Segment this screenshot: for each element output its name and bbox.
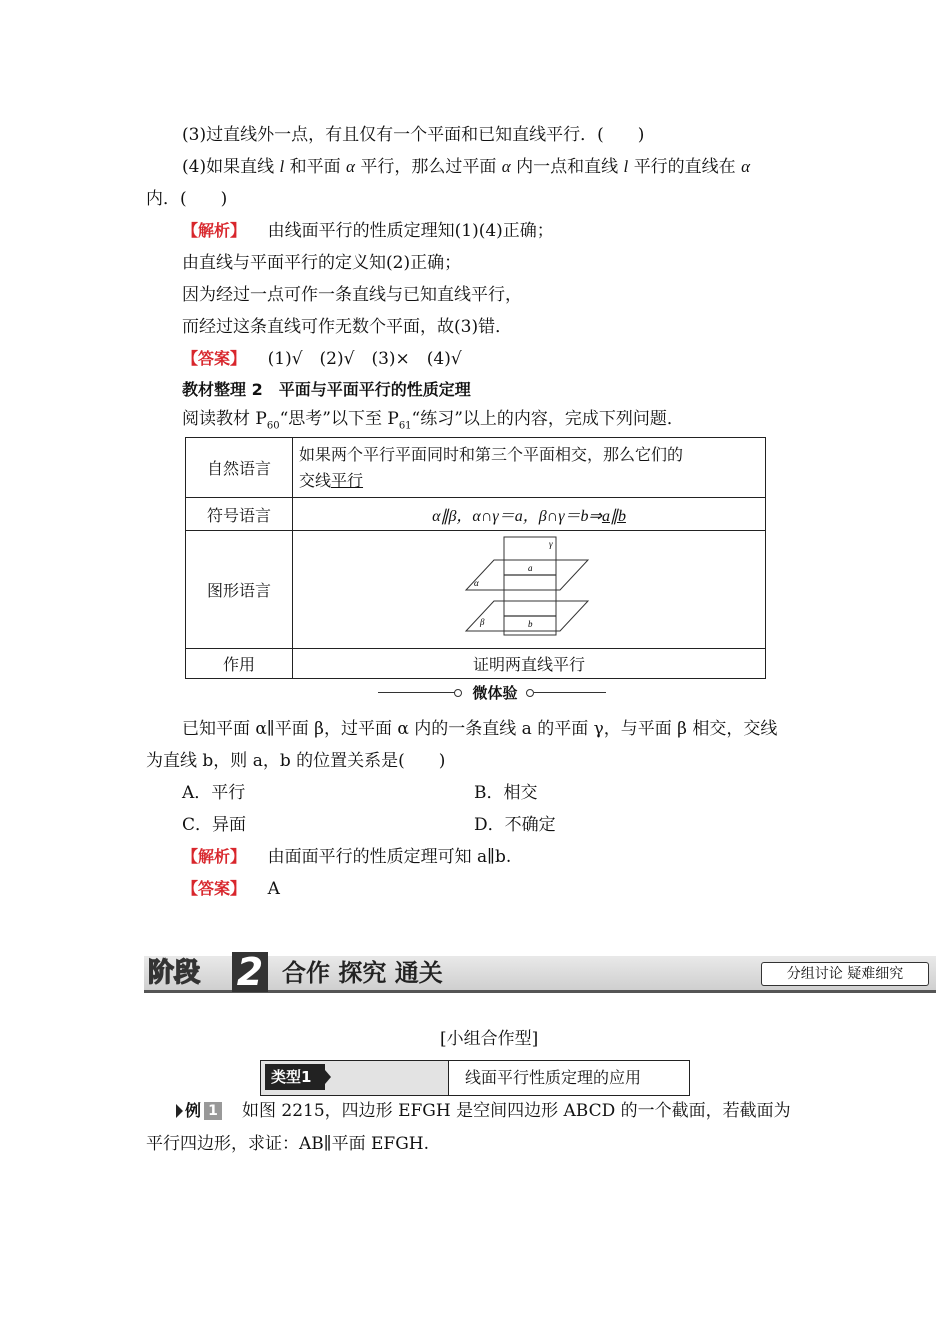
stage-title: 合作 探究 通关 — [282, 958, 443, 987]
option-d: D．不确定 — [474, 815, 556, 835]
table-row — [186, 649, 766, 679]
type-title: 线面平行性质定理的应用 — [465, 1068, 642, 1087]
answer-1-text: (1)√ (2)√ (3)× (4)√ — [267, 349, 462, 369]
label-gamma: γ — [549, 538, 553, 549]
read-part-b: “思考”以下至 P — [279, 409, 399, 429]
analysis-1-line3: 因为经过一点可作一条直线与已知直线平行， — [182, 285, 522, 305]
analysis-2 — [182, 846, 511, 868]
read-part-c: “练习”以上的内容，完成下列问题． — [411, 409, 684, 429]
question-4-line1 — [182, 156, 750, 178]
example-arrow-icon — [176, 1104, 183, 1118]
analysis-2-text: 由面面平行的性质定理可知 a∥b. — [267, 847, 512, 867]
option-c: C．异面 — [182, 815, 247, 835]
answer-tag: 【答案】 — [182, 879, 247, 898]
row-label-natural: 自然语言 — [186, 438, 293, 498]
analysis-tag: 【解析】 — [182, 847, 247, 866]
divider-line-right — [534, 692, 606, 693]
question-4-line2: 内．( ) — [146, 189, 228, 209]
example-line2: 平行四边形，求证：AB∥平面 EFGH. — [146, 1134, 430, 1154]
experience-question-line2: 为直线 b，则 a，b 的位置关系是( ) — [146, 751, 446, 771]
theorem-table — [185, 437, 766, 679]
natural-text-underlined: 平行 — [331, 470, 364, 490]
symbol-text: α∥β，α∩γ＝a，β∩γ＝b⇒ — [432, 507, 602, 525]
natural-text-a: 如果两个平行平面同时和第三个平面相交，那么它们的 — [299, 444, 684, 464]
answer-tag: 【答案】 — [182, 349, 247, 368]
divider-line-left — [378, 692, 456, 693]
answer-1 — [182, 348, 462, 370]
row-label-figure: 图形语言 — [186, 531, 293, 649]
answer-2-text: A — [267, 879, 280, 899]
option-a: A．平行 — [182, 783, 246, 803]
parallel-planes-figure — [464, 535, 594, 645]
q4-part-e: 平行的直线在 — [633, 157, 736, 177]
answer-2 — [182, 878, 280, 900]
table-row — [186, 498, 766, 531]
row-label-use: 作用 — [186, 649, 293, 679]
table-row — [186, 438, 766, 498]
section-title: 教材整理 2 平面与平面平行的性质定理 — [182, 380, 471, 399]
q4-part-b: 和平面 — [289, 157, 341, 177]
divider-label: 微体验 — [472, 684, 518, 702]
read-sub-1: 60 — [266, 420, 280, 432]
experience-question-line1: 已知平面 α∥平面 β，过平面 α 内的一条直线 a 的平面 γ，与平面 β 相交，交线 — [182, 719, 778, 739]
stage-label: 阶段 — [148, 958, 201, 988]
q4-var-alpha: α — [346, 157, 355, 176]
row-figure-cell — [293, 531, 766, 649]
q4-part-d: 内一点和直线 — [516, 157, 619, 177]
analysis-1-line4: 而经过这条直线可作无数个平面，故(3)错． — [182, 317, 513, 337]
analysis-tag: 【解析】 — [182, 221, 247, 240]
q4-var-l: l — [279, 157, 285, 176]
group-label: [小组合作型] — [440, 1029, 539, 1049]
reading-instruction — [182, 408, 684, 437]
divider-dot-left — [454, 689, 462, 697]
q4-var-alpha-3: α — [741, 157, 751, 176]
type-box — [260, 1060, 690, 1096]
q4-part-a: (4)如果直线 — [182, 157, 275, 177]
example-line1: 如图 2215，四边形 EFGH 是空间四边形 ABCD 的一个截面，若截面为 — [242, 1101, 791, 1121]
natural-text-b: 交线 — [299, 470, 332, 490]
q4-var-alpha-2: α — [501, 157, 511, 176]
divider-dot-right — [526, 689, 534, 697]
stage-right-label: 分组讨论 疑难细究 — [761, 962, 929, 986]
type-arrow-icon — [325, 1070, 331, 1084]
type-tag: 类型1 — [265, 1064, 325, 1090]
label-b: b — [528, 618, 533, 629]
label-alpha: α — [474, 577, 479, 588]
row-label-symbol: 符号语言 — [186, 498, 293, 531]
option-b: B．相交 — [474, 783, 538, 803]
example-label: 例 — [185, 1101, 202, 1120]
q4-part-c: 平行，那么过平面 — [360, 157, 497, 177]
row-text-symbol — [293, 498, 766, 531]
analysis-1-line1 — [182, 220, 554, 242]
label-a: a — [528, 562, 533, 573]
analysis-1-text: 由线面平行的性质定理知(1)(4)正确； — [267, 221, 554, 241]
example-tag — [176, 1101, 226, 1121]
type-tag-area — [261, 1061, 449, 1095]
label-beta: β — [480, 616, 485, 627]
symbol-text-underlined: a∥b — [601, 507, 626, 525]
stage-banner — [144, 950, 936, 994]
analysis-1-line2: 由直线与平面平行的定义知(2)正确； — [182, 253, 462, 273]
row-text-natural — [293, 438, 766, 498]
row-text-use: 证明两直线平行 — [293, 649, 766, 679]
stage-number: 2 — [236, 950, 264, 994]
example-number: 1 — [204, 1102, 222, 1120]
mini-experience-divider — [378, 683, 606, 703]
q4-var-l-2: l — [623, 157, 629, 176]
read-sub-2: 61 — [398, 420, 412, 432]
question-3: (3)过直线外一点，有且仅有一个平面和已知直线平行．( ) — [182, 125, 645, 145]
read-part-a: 阅读教材 P — [182, 409, 267, 429]
table-row — [186, 531, 766, 649]
